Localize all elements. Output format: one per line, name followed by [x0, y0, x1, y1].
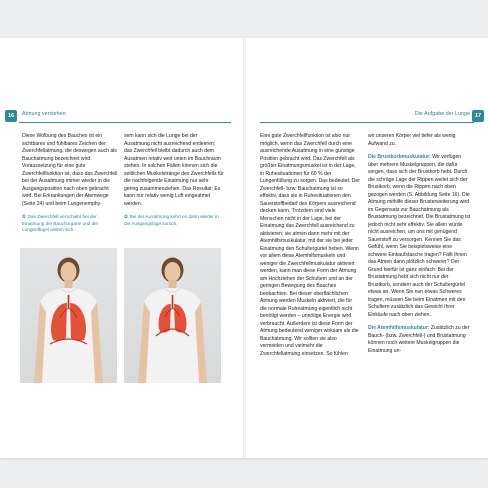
left-col2-body: sem kann sich die Lunge bei der Ausatmung nicht ausreichend entleeren; das Zwerchfell bleibt dadurch auch dem Ausatmen relativ weit unten im Bauchraum stehen. In solchen Fällen können sich die seitlichen Muskelstränge des Zwerchfells für die nachfolgende Einatmung nur sehr gering zusammenziehen. Das Resultat: Es kann nur relativ wenig Luft eingeatmet werden. [124, 133, 224, 207]
left-page [0, 38, 243, 458]
running-head-right [260, 111, 470, 122]
right-page [246, 38, 488, 458]
atemhilfs-paragraph [368, 325, 472, 355]
page-number-left: 16 [5, 110, 17, 122]
caption-2-text: Bei der Ausatmung kehrt es dann wieder in die Ausgangslage zurück. [124, 214, 219, 226]
caption-2-number: ② [124, 214, 129, 219]
brustkorb-lead: Die Brustkorbmuskulatur: [368, 154, 431, 160]
right-page-column-2 [368, 133, 472, 355]
woman-inhale-figure [20, 248, 117, 383]
atemhilfs-lead: Die Atemhilfsmuskulatur: [368, 325, 430, 331]
breathing-photo-inhale [20, 248, 117, 383]
running-head-left [22, 111, 222, 122]
breathing-photo-exhale [124, 248, 221, 383]
right-col2-intro: wir unseren Körper viel tiefer als wenig Aufwand zu. [368, 133, 456, 147]
right-page-column-1 [260, 133, 360, 358]
caption-1-number: ① [22, 214, 27, 219]
book-spread [0, 38, 488, 458]
figure-caption-1 [22, 214, 119, 234]
running-head-right-rule [260, 122, 474, 123]
caption-1-text: Das Zwerchfell verschiebt bei der Einatmung die Bauchorgane und die Lungenflügel weiten sich. [22, 214, 98, 233]
figure-caption-2 [124, 214, 224, 227]
atemhilfs-text: Zusätzlich zu der Bauch- (bzw. Zwerchfell-) und Brustatmung können noch weitere Muskelgruppen die Einatmung un- [368, 325, 470, 354]
running-head-left-rule [19, 122, 231, 123]
brustkorb-text: Wir verfügen über mehrere Muskelgruppen, die dafür sorgen, dass sich der Brustkorb hebt. Durch die schräge Lage der Rippen weitet sich der Brustkorb, wenn die Rippen nach oben gezogen werden (S. Abbildung Seite 16). Die Atmung mithilfe dieser Brusterweiterung wird im Gegensatz zur Bauchatmung als Brustatmung bezeichnet. Die Brustatmung ist jedoch nicht sehr effektiv. Sie allein würde nicht ausreichen, um uns mit genügend Sauerstoff zu versorgen. Kennen Sie das Gefühl, wenn Sie beispielsweise eine schwere Einkaufstasche tragen? Fällt Ihnen das Atmen dann plötzlich schwerer? Der Grund hierfür ist ganz einfach: Bei der Brustatmung hebt sich nicht nur der Brustkorb, sondern auch der Schultergürtel etwas an. Wenn Sie nun etwas Schweres tragen, müssen Sie beim Einatmen mit den Schultern zusätzlich das Gewicht Ihrer Einkäufe nach oben ziehen. [368, 154, 471, 318]
left-page-column-1 [22, 133, 119, 234]
right-col1-body: Eine gute Zwerchfellfunktion ist also nur möglich, wenn das Zwerchfell durch eine ausreichende Ausatmung in eine günstige Position gebracht wird. Das Zwerchfell als größter Einatmungsmuskel ist in der Lage, in Ruhesituationen für 60 % der Lungenfüllung zu sorgen. Das bedeutet: Der Zwerchfell- bzw. Bauchatmung ist so effektiv, dass sie in Ruhesituationen den Sauerstoffbedarf des Körpers ausreichend decken kann. Trotzdem sind viele Menschen nicht in der Lage, bei der Einatmung das Zwerchfell ausreichend zu aktivieren; sie atmen dann mehr mit der Atemhilfsmuskulatur, mit der sie bei jeder Einatmung den Schultergürtel heben. Wenn vor allem diese Atemhilfsmuskeln und weniger die Zwerchfellmuskulatur aktiviert werden, kann man diese Form der Atmung am Hochziehen der Schultern und an der geringen Bewegung des Bauches beobachten. Bei dieser oberflächlichen Atmung werden Muskeln aktiviert, die für die normale Ruheatmung eigentlich nicht benötigt werden – unnötige Energie wird verbraucht. Außerdem ist diese Form der Atmung bedeutend weniger wirksam als die Bauchatmung. Wir sollten sie also vermeiden und vielmehr die Zwerchfellatmung einsetzen. So fühlen [260, 133, 360, 357]
running-head-right-text: Die Aufgabe der Lunge [414, 111, 470, 117]
page-number-right: 17 [472, 110, 484, 122]
left-col1-body: Diese Wölbung des Bauches ist ein sichtbares und fühlbares Zeichen der Zwerchfellatmung, die deswegen auch als Bauchatmung bezeichnet wird. Voraussetzung für eine gute Zwerchfellfunktion ist, dass das Zwerchfell bei der Ausatmung immer wieder in die Ausgangsposition nach oben gebracht wird. Bei Erkrankungen der Atemwege (Seite 24) und beim Lungenemphy- [22, 133, 118, 207]
running-head-left-text: Atmung verstehen [22, 111, 66, 117]
woman-exhale-figure [124, 248, 221, 383]
left-page-column-2 [124, 133, 224, 227]
brustkorb-paragraph [368, 154, 472, 319]
